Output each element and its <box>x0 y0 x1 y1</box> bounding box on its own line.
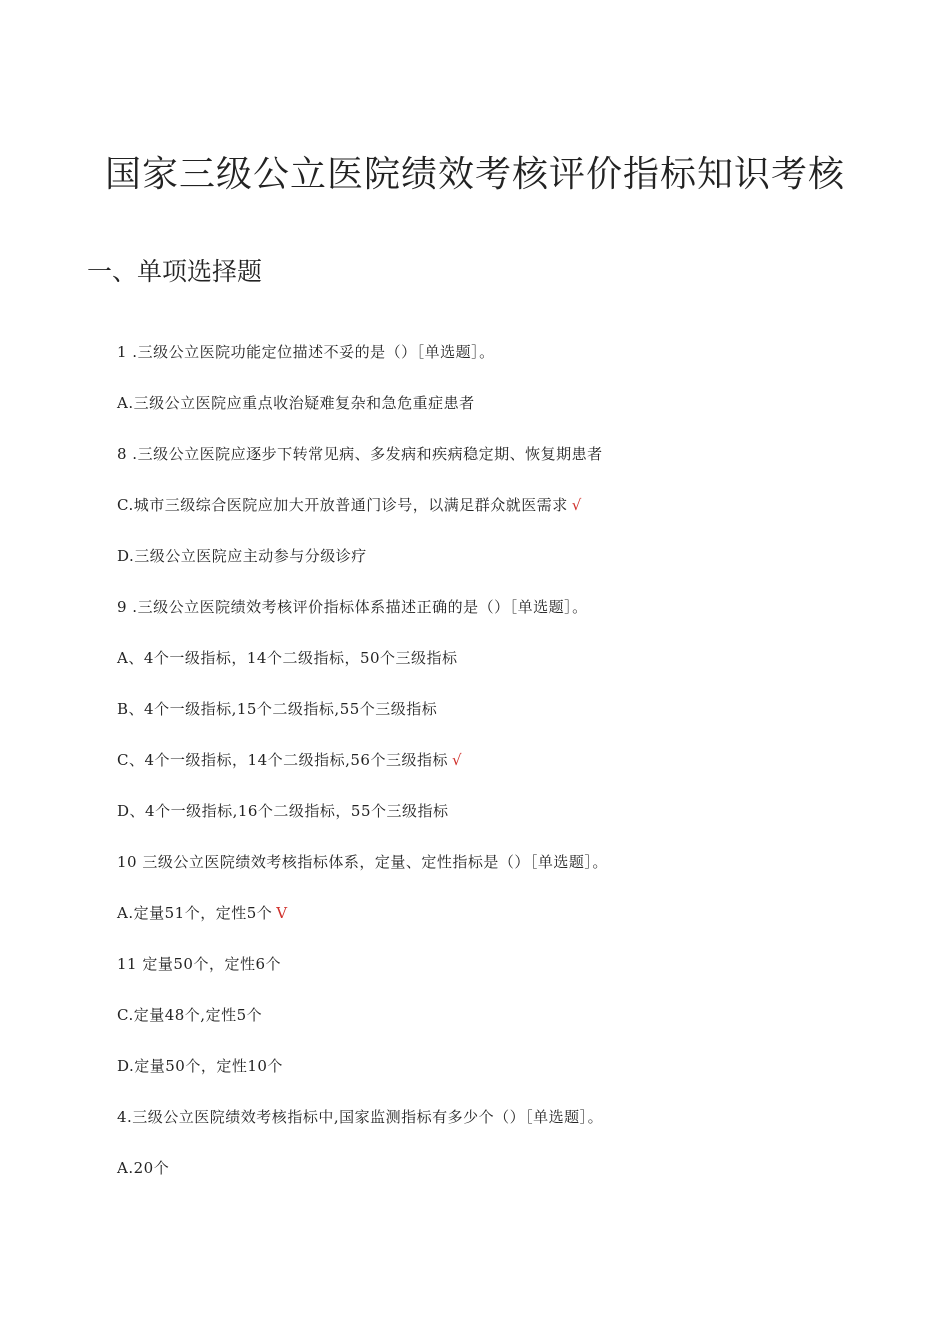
section-heading: 一、单项选择题 <box>87 257 263 286</box>
option-line <box>117 749 462 770</box>
line-text: 9 .三级公立医院绩效考核评价指标体系描述正确的是（）［单选题］。 <box>117 598 588 616</box>
check-mark-icon: √ <box>451 751 463 769</box>
question-line <box>117 1106 607 1127</box>
option-line <box>117 1004 266 1025</box>
line-text: 8 .三级公立医院应逐步下转常见病、多发病和疾病稳定期、恢复期患者 <box>117 445 603 463</box>
option-line <box>117 1157 173 1178</box>
option-line <box>117 494 582 515</box>
option-line <box>117 545 371 566</box>
line-text: 11 定量50个，定性6个 <box>117 955 281 973</box>
line-text: A.定量51个，定性5个 <box>117 904 273 922</box>
check-mark-icon: V <box>276 904 288 922</box>
option-line <box>117 800 453 821</box>
line-text: D.定量50个，定性10个 <box>117 1057 283 1075</box>
question-line <box>117 341 499 362</box>
line-text: 10 三级公立医院绩效考核指标体系，定量、定性指标是（）［单选题］。 <box>117 853 608 871</box>
line-text: C、4个一级指标，14个二级指标,56个三级指标 <box>117 751 448 769</box>
option-line <box>117 443 607 464</box>
option-line <box>117 647 462 668</box>
line-text: D.三级公立医院应主动参与分级诊疗 <box>117 547 367 565</box>
option-line <box>117 1055 287 1076</box>
line-text: A.20个 <box>117 1159 170 1177</box>
option-line <box>117 392 479 413</box>
option-line <box>117 953 285 974</box>
document-title: 国家三级公立医院绩效考核评价指标知识考核 <box>104 154 845 195</box>
line-text: D、4个一级指标,16个二级指标，55个三级指标 <box>117 802 449 820</box>
line-text: B、4个一级指标,15个二级指标,55个三级指标 <box>117 700 438 718</box>
line-text: 1 .三级公立医院功能定位描述不妥的是（）［单选题］。 <box>117 343 495 361</box>
question-line <box>117 596 592 617</box>
check-mark-icon: √ <box>571 496 582 514</box>
line-text: C.定量48个,定性5个 <box>117 1006 263 1024</box>
line-text: A、4个一级指标，14个二级指标，50个三级指标 <box>117 649 458 667</box>
line-text: A.三级公立医院应重点收治疑难复杂和急危重症患者 <box>117 394 475 412</box>
line-text: 4.三级公立医院绩效考核指标中,国家监测指标有多少个（）［单选题］。 <box>117 1108 604 1126</box>
line-text: C.城市三级综合医院应加大开放普通门诊号，以满足群众就医需求 <box>117 496 568 514</box>
option-line <box>117 902 288 923</box>
option-line <box>117 698 441 719</box>
question-line <box>117 851 612 872</box>
